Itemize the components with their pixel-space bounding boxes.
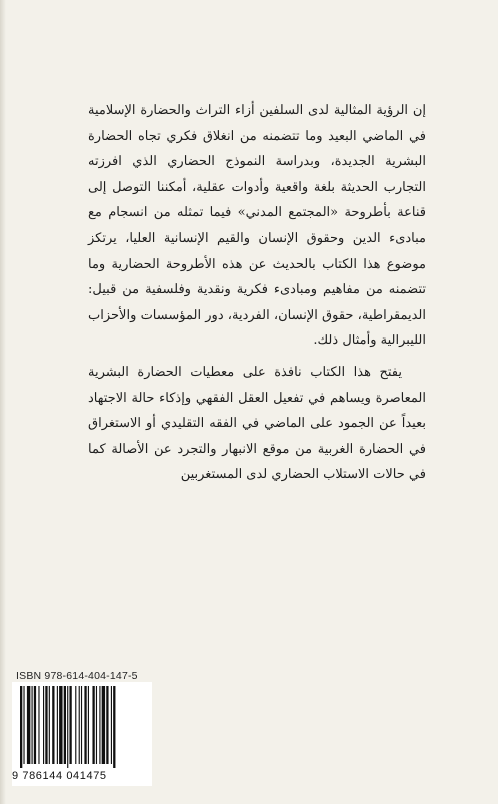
- barcode-bar: [81, 686, 82, 764]
- barcode-bar: [43, 686, 44, 764]
- barcode-bar: [113, 686, 115, 768]
- barcode-bars: [20, 686, 144, 768]
- barcode: [12, 682, 152, 786]
- barcode-bar: [96, 686, 97, 764]
- barcode-bar: [49, 686, 50, 764]
- isbn-label: ISBN 978-614-404-147-5: [16, 670, 138, 682]
- barcode-bar: [57, 686, 58, 764]
- barcode-bar: [34, 686, 36, 764]
- barcode-bar: [45, 686, 47, 764]
- barcode-bar: [79, 686, 80, 764]
- barcode-bar: [52, 686, 54, 764]
- barcode-bar: [38, 686, 39, 764]
- blurb-text: [88, 98, 426, 488]
- barcode-bar: [84, 686, 86, 764]
- barcode-bar: [27, 686, 30, 764]
- barcode-bar: [20, 686, 22, 768]
- barcode-bar: [111, 686, 112, 764]
- barcode-bar: [75, 686, 76, 764]
- barcode-bar: [64, 686, 66, 764]
- barcode-bar: [32, 686, 33, 764]
- barcode-bar: [88, 686, 89, 764]
- blurb-paragraph-2: يفتح هذا الكتاب نافذة على معطيات الحضارة البشرية المعاصرة ويساهم في تفعيل العقل الفقهي وإذكاء حالة الاجتهاد بعيداً عن الجمود على الماضي في الفقه التقليدي أو الاستغراق في الحضارة الغربية من موقع الانبهار والتجرد عن الأصالة كما في حالات الاستلاب الحضاري لدى المستغربين: [88, 364, 426, 483]
- barcode-bar: [59, 686, 62, 764]
- barcode-bar: [102, 686, 105, 764]
- barcode-digits: 9 786144 041475: [12, 770, 107, 782]
- barcode-bar: [23, 686, 24, 764]
- blurb-paragraph-1: إن الرؤية المثالية لدى السلفين أزاء التراث والحضارة الإسلامية في الماضي البعيد وما تتضمنه من انغلاق فكري تجاه الحضارة البشرية الجديدة، وبدراسة النموذج الحضاري الذي افرزته التجارب الحديثة بلغة واقعية وأدوات عقلية، أمكننا التوصل إلى قناعة بأطروحة «المجتمع المدني» فيما تمثله من انسجام مع مبادىء الدين وحقوق الإنسان والقيم الإنسانية العليا، يرتكز موضوع هذا الكتاب بالحديث عن هذه الأطروحة الحضارية وما تتضمنه من مفاهيم ومبادىء فكرية ونقدية وفلسفية من قبيل: الديمقراطية، حقوق الإنسان، الفردية، دور المؤسسات والأحزاب الليبرالية وأمثال ذلك.: [88, 103, 426, 349]
- barcode-bar: [106, 686, 108, 764]
- barcode-bar: [92, 686, 94, 764]
- barcode-bar: [99, 686, 100, 764]
- barcode-bar: [69, 686, 71, 764]
- page-edge-shadow: [0, 0, 6, 804]
- barcode-bar: [67, 686, 68, 768]
